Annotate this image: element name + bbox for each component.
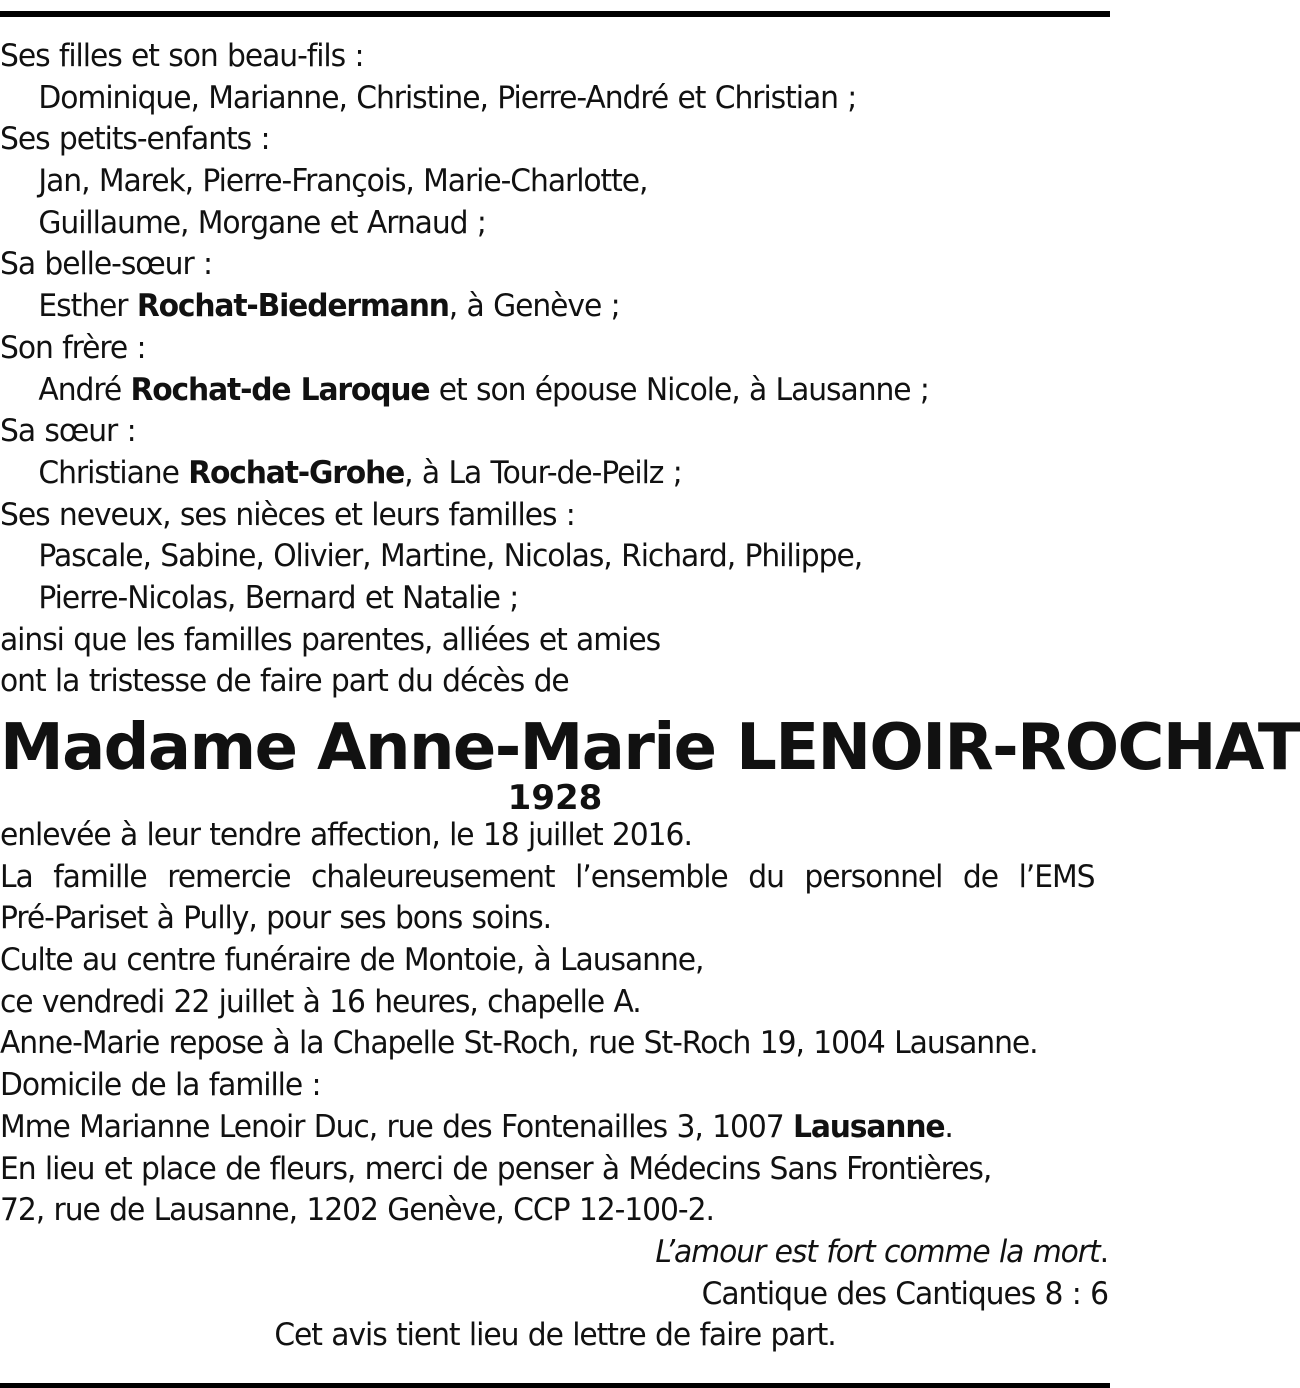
service-line-2: ce vendredi 22 juillet à 16 heures, chapelle A. — [0, 983, 641, 1020]
top-rule — [0, 11, 1110, 17]
domicile-street: Mme Marianne Lenoir Duc, rue des Fontenailles 3, 1007 — [0, 1108, 794, 1145]
brother-details: et son épouse Nicole, à Lausanne ; — [429, 371, 929, 408]
nephews-names-2: Pierre-Nicolas, Bernard et Natalie ; — [38, 579, 519, 616]
domicile-address — [0, 1107, 1066, 1149]
sister-in-law-entry — [0, 286, 1066, 328]
brother-first-name: André — [38, 371, 131, 408]
brother-entry — [0, 370, 1066, 412]
sister-entry — [0, 453, 1066, 495]
announcement-line: ont la tristesse de faire part du décès de — [0, 663, 569, 700]
sister-surname: Rochat-Grohe — [188, 454, 405, 491]
domicile-heading: Domicile de la famille : — [0, 1067, 321, 1104]
thanks-line-1: La famille remercie chaleureusement l’ensemble du personnel de l’EMS — [0, 858, 1095, 895]
sister-in-law-heading: Sa belle-sœur : — [0, 246, 212, 283]
passing-line: enlevée à leur tendre affection, le 18 juillet 2016. — [0, 817, 692, 853]
sister-location: , à La Tour-de-Peilz ; — [404, 454, 682, 491]
domicile-city: Lausanne — [793, 1108, 945, 1145]
grandchildren-names-1: Jan, Marek, Pierre-François, Marie-Charlotte, — [38, 163, 648, 200]
brother-heading: Son frère : — [0, 329, 146, 366]
brother-surname: Rochat-de Laroque — [130, 371, 430, 408]
sister-first-name: Christiane — [38, 454, 189, 491]
rest-place-line: Anne-Marie repose à la Chapelle St-Roch, rue St-Roch 19, 1004 Lausanne. — [0, 1025, 1038, 1062]
relatives-line: ainsi que les familles parentes, alliées et amies — [0, 621, 661, 658]
donation-line-2: 72, rue de Lausanne, 1202 Genève, CCP 12-100-2. — [0, 1192, 714, 1229]
thanks-line-2: Pré-Pariset à Pully, pour ses bons soins. — [0, 900, 552, 937]
quote-period: . — [1099, 1233, 1108, 1270]
domicile-period: . — [944, 1108, 953, 1145]
bottom-rule — [0, 1383, 1110, 1388]
birth-year: 1928 — [507, 778, 603, 818]
quote-line — [44, 1232, 1108, 1274]
notice-line: Cet avis tient lieu de lettre de faire part. — [274, 1317, 836, 1354]
nephews-names-1: Pascale, Sabine, Olivier, Martine, Nicolas, Richard, Philippe, — [38, 538, 863, 575]
donation-line-1: En lieu et place de fleurs, merci de penser à Médecins Sans Frontières, — [0, 1150, 992, 1187]
sister-in-law-surname: Rochat-Biedermann — [136, 288, 449, 325]
daughters-names: Dominique, Marianne, Christine, Pierre-André et Christian ; — [38, 79, 857, 116]
nephews-heading: Ses neveux, ses nièces et leurs familles : — [0, 496, 575, 533]
grandchildren-heading: Ses petits-enfants : — [0, 121, 270, 158]
daughters-heading: Ses filles et son beau-fils : — [0, 38, 364, 74]
sister-heading: Sa sœur : — [0, 413, 136, 450]
quote-text: L’amour est fort comme la mort — [655, 1233, 1100, 1270]
deceased-name: Madame Anne-Marie LENOIR-ROCHAT — [0, 711, 1300, 785]
grandchildren-names-2: Guillaume, Morgane et Arnaud ; — [38, 204, 486, 241]
sister-in-law-first-name: Esther — [38, 288, 137, 325]
quote-source: Cantique des Cantiques 8 : 6 — [701, 1275, 1108, 1312]
sister-in-law-location: , à Genève ; — [448, 288, 620, 325]
service-line-1: Culte au centre funéraire de Montoie, à Lausanne, — [0, 942, 704, 979]
obituary-notice — [0, 36, 1300, 1357]
